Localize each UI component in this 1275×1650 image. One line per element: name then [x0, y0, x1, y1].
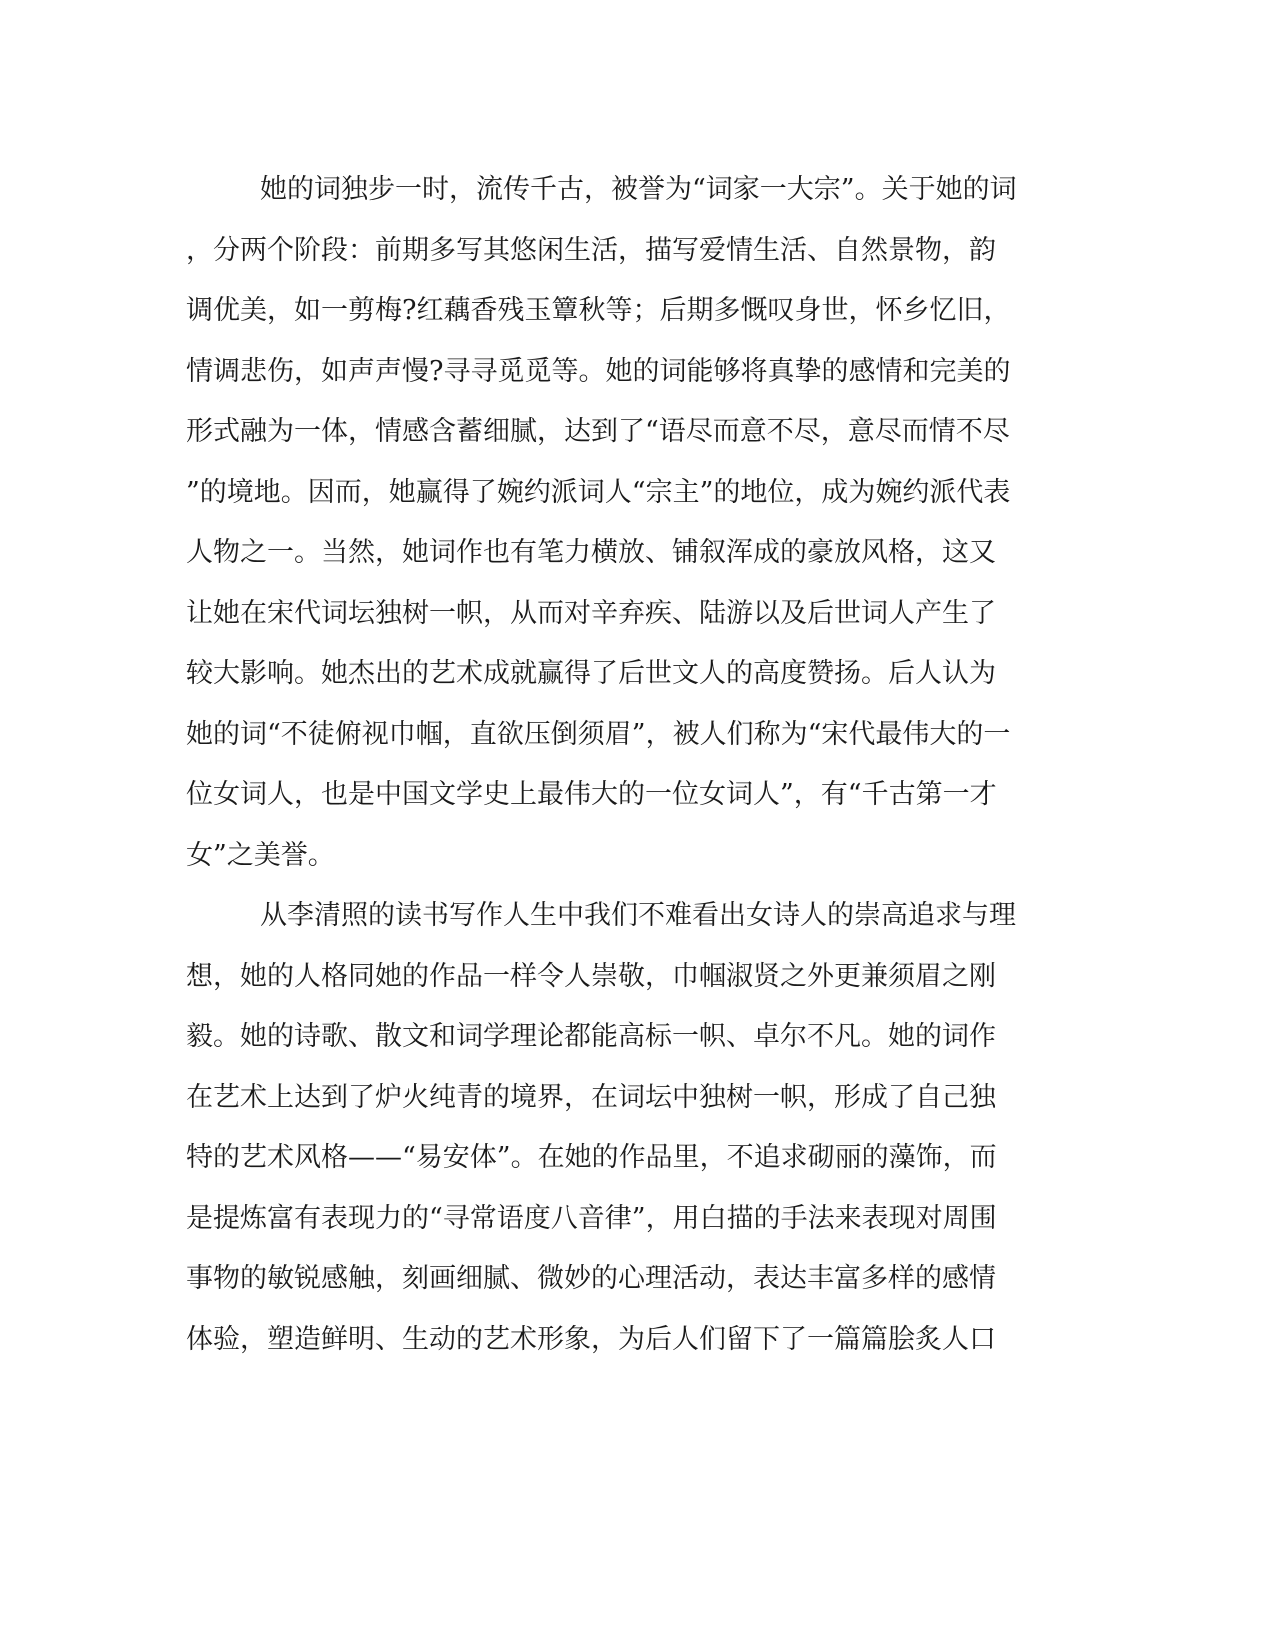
text-line: 她的词“不徒俯视巾帼，直欲压倒须眉”，被人们称为“宋代最伟大的一: [186, 718, 1011, 750]
text-line: 人物之一。当然，她词作也有笔力横放、铺叙浑成的豪放风格，这又: [186, 537, 996, 568]
text-line: 调优美，如一剪梅?红藕香残玉簟秋等；后期多慨叹身世，怀乡忆旧，: [186, 295, 1011, 326]
paragraph-2: [186, 886, 1076, 1370]
text-line: 形式融为一体，情感含蓄细腻，达到了“语尽而意不尽，意尽而情不尽: [186, 416, 1010, 447]
text-line: ，分两个阶段：前期多写其悠闲生活，描写爱情生活、自然景物，韵: [186, 234, 996, 266]
text-line: 体验，塑造鲜明、生动的艺术形象，为后人们留下了一篇篇脍炙人口: [186, 1323, 996, 1355]
text-line: 特的艺术风格——“易安体”。在她的作品里，不追求砌丽的藻饰，而: [186, 1142, 997, 1173]
text-line: 从李清照的读书写作人生中我们不难看出女诗人的崇高追求与理: [260, 900, 1016, 931]
text-line: 较大影响。她杰出的艺术成就赢得了后世文人的高度赞扬。后人认为: [186, 658, 996, 689]
text-line: 位女词人，也是中国文学史上最伟大的一位女词人”，有“千古第一才: [186, 779, 997, 810]
text-line: 她的词独步一时，流传千古，被誉为“词家一大宗”。关于她的词: [260, 174, 1017, 205]
text-line: 想，她的人格同她的作品一样令人崇敬，巾帼淑贤之外更兼须眉之刚: [186, 960, 996, 992]
text-line: 事物的敏锐感触，刻画细腻、微妙的心理活动，表达丰富多样的感情: [186, 1263, 996, 1294]
paragraph-1: [186, 160, 1076, 886]
text-line: 在艺术上达到了炉火纯青的境界，在词坛中独树一帜，形成了自己独: [186, 1081, 996, 1113]
text-line: 毅。她的诗歌、散文和词学理论都能高标一帜、卓尔不凡。她的词作: [186, 1021, 996, 1052]
body-text: [186, 160, 1076, 1370]
text-line: 女”之美誉。: [186, 839, 335, 871]
text-line: 让她在宋代词坛独树一帜，从而对辛弃疾、陆游以及后世词人产生了: [186, 597, 996, 629]
text-line: ”的境地。因而，她赢得了婉约派词人“宗主”的地位，成为婉约派代表: [186, 476, 1011, 508]
text-line: 情调悲伤，如声声慢?寻寻觅觅等。她的词能够将真挚的感情和完美的: [186, 355, 1011, 387]
text-line: 是提炼富有表现力的“寻常语度八音律”，用白描的手法来表现对周围: [186, 1202, 997, 1234]
